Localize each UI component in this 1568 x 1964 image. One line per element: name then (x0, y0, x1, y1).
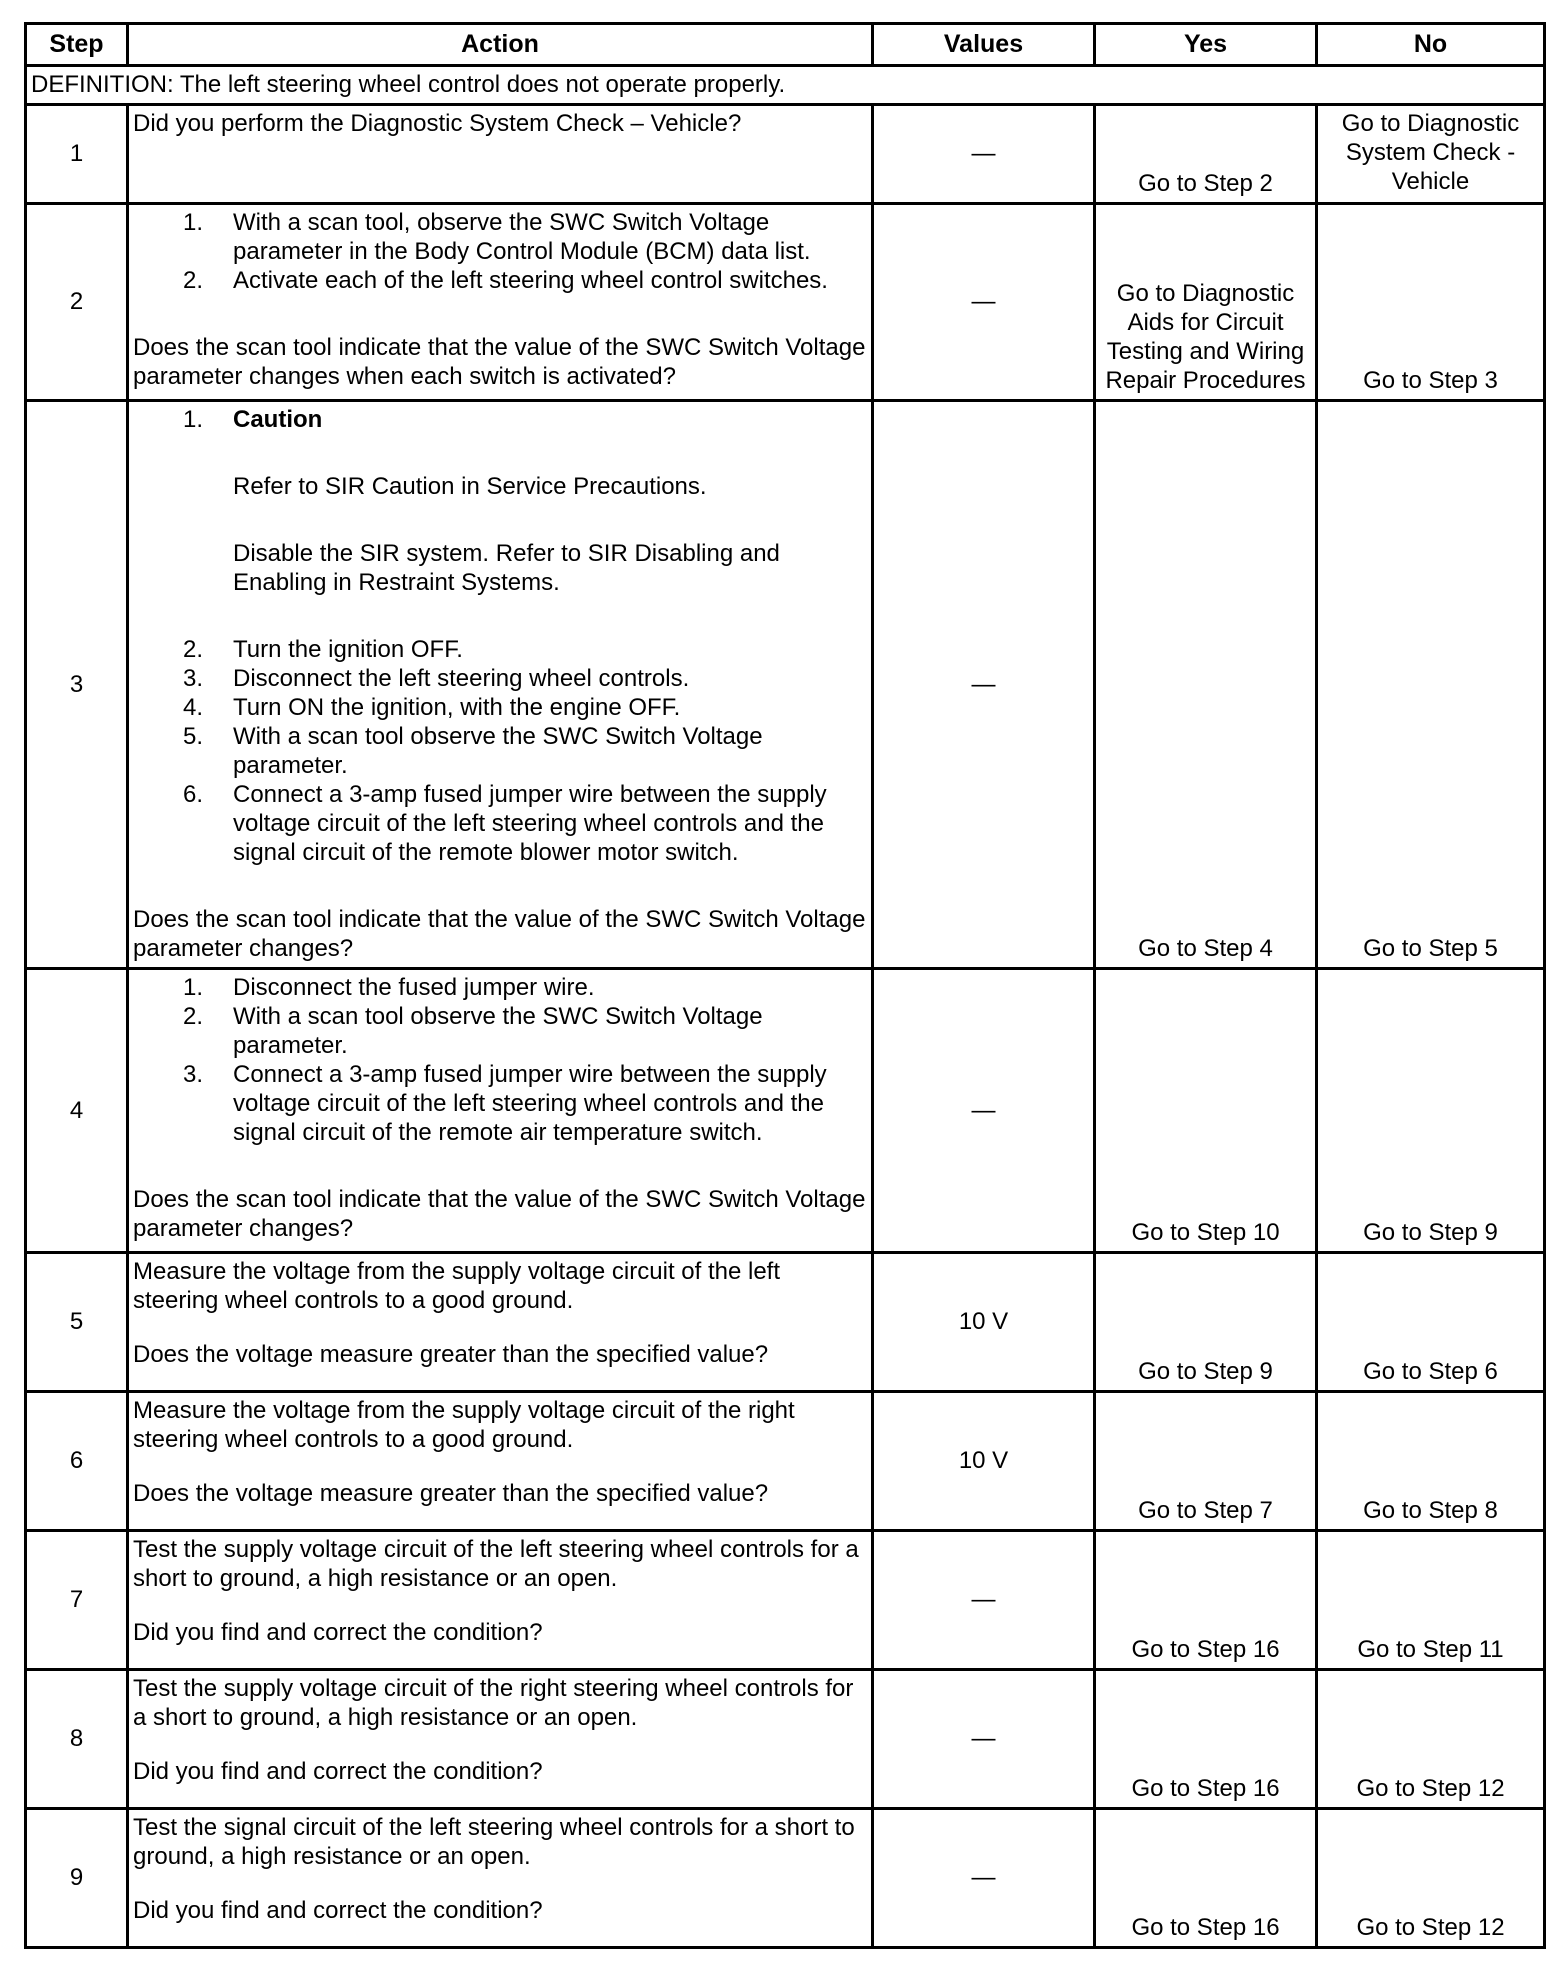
definition-row (26, 66, 1545, 105)
item-number: 3. (183, 665, 204, 692)
step-action (128, 204, 873, 401)
action-question: Does the voltage measure greater than the specified value? (133, 1480, 769, 1507)
item-text: Turn the ignition OFF. (233, 636, 463, 663)
action-text: Test the supply voltage circuit of the left steering wheel controls for a short to ground, a high resistance or an open. (133, 1536, 859, 1592)
action-question: Does the scan tool indicate that the value of the SWC Switch Voltage parameter changes when each switch is activated? (133, 334, 866, 390)
item-text: With a scan tool, observe the SWC Switch Voltage parameter in the Body Control Module (BCM) data list. (233, 209, 811, 265)
item-number: 2. (183, 1003, 204, 1030)
step-yes: Go to Diagnostic Aids for Circuit Testing and Wiring Repair Procedures (1095, 204, 1317, 401)
table-row (26, 204, 1545, 401)
list-item (133, 405, 866, 597)
step-action (128, 1670, 873, 1809)
action-text: Measure the voltage from the supply voltage circuit of the left steering wheel controls to a good ground. (133, 1258, 781, 1314)
item-number: 3. (183, 1061, 204, 1088)
action-list (133, 635, 866, 867)
step-no: Go to Step 12 (1317, 1670, 1545, 1809)
caution-title: Caution (233, 406, 323, 433)
item-text: With a scan tool observe the SWC Switch Voltage parameter. (233, 723, 763, 779)
step-action (128, 969, 873, 1253)
header-values: Values (873, 24, 1095, 66)
step-no: Go to Step 6 (1317, 1253, 1545, 1392)
list-item (133, 973, 866, 1002)
header-no: No (1317, 24, 1545, 66)
step-action (128, 105, 873, 204)
step-no: Go to Step 8 (1317, 1392, 1545, 1531)
table-row (26, 105, 1545, 204)
step-value: — (873, 401, 1095, 969)
step-action (128, 1253, 873, 1392)
step-yes: Go to Step 16 (1095, 1809, 1317, 1948)
item-text: Connect a 3-amp fused jumper wire between the supply voltage circuit of the left steering wheel controls and the signal circuit of the remote blower motor switch. (233, 781, 827, 866)
action-question: Does the voltage measure greater than the specified value? (133, 1341, 769, 1368)
step-action (128, 401, 873, 969)
step-yes: Go to Step 10 (1095, 969, 1317, 1253)
step-number: 8 (26, 1670, 128, 1809)
item-text: Activate each of the left steering wheel control switches. (233, 267, 828, 294)
item-number: 1. (183, 974, 204, 1001)
item-number: 4. (183, 694, 204, 721)
step-value: — (873, 1531, 1095, 1670)
step-value: 10 V (873, 1253, 1095, 1392)
list-item (133, 722, 866, 780)
item-text: With a scan tool observe the SWC Switch Voltage parameter. (233, 1003, 763, 1059)
item-number: 1. (183, 209, 204, 236)
step-no: Go to Step 5 (1317, 401, 1545, 969)
action-list (133, 208, 866, 295)
step-value: — (873, 1670, 1095, 1809)
action-text: Measure the voltage from the supply voltage circuit of the right steering wheel controls to a good ground. (133, 1397, 795, 1453)
table-row (26, 1809, 1545, 1948)
step-number: 9 (26, 1809, 128, 1948)
step-number: 7 (26, 1531, 128, 1670)
list-item (133, 208, 866, 266)
item-number: 2. (183, 636, 204, 663)
step-no: Go to Diagnostic System Check - Vehicle (1317, 105, 1545, 204)
action-question: Does the scan tool indicate that the value of the SWC Switch Voltage parameter changes? (133, 1186, 866, 1242)
step-action (128, 1531, 873, 1670)
caution-ref: Refer to SIR Caution in Service Precautions. (233, 473, 707, 500)
action-text: Did you perform the Diagnostic System Check – Vehicle? (133, 110, 742, 137)
step-no: Go to Step 12 (1317, 1809, 1545, 1948)
action-text: Test the signal circuit of the left steering wheel controls for a short to ground, a high resistance or an open. (133, 1814, 855, 1870)
step-number: 6 (26, 1392, 128, 1531)
step-value: — (873, 204, 1095, 401)
list-item (133, 693, 866, 722)
action-list (133, 973, 866, 1147)
table-row (26, 1670, 1545, 1809)
step-no: Go to Step 3 (1317, 204, 1545, 401)
step-number: 4 (26, 969, 128, 1253)
table-row (26, 1392, 1545, 1531)
list-item (133, 1060, 866, 1147)
step-yes: Go to Step 7 (1095, 1392, 1317, 1531)
step-action (128, 1392, 873, 1531)
definition-text: DEFINITION: The left steering wheel control does not operate properly. (26, 66, 1545, 105)
step-value: — (873, 105, 1095, 204)
caution-list (133, 405, 866, 597)
step-action (128, 1809, 873, 1948)
action-text: Test the supply voltage circuit of the right steering wheel controls for a short to ground, a high resistance or an open. (133, 1675, 854, 1731)
table-row (26, 401, 1545, 969)
table-row (26, 1531, 1545, 1670)
item-text: Connect a 3-amp fused jumper wire between the supply voltage circuit of the left steering wheel controls and the signal circuit of the remote air temperature switch. (233, 1061, 827, 1146)
list-item (133, 266, 866, 295)
diagnostic-table-container (24, 22, 1543, 1949)
step-number: 2 (26, 204, 128, 401)
step-yes: Go to Step 16 (1095, 1670, 1317, 1809)
item-text: Disconnect the fused jumper wire. (233, 974, 595, 1001)
action-question: Did you find and correct the condition? (133, 1758, 543, 1785)
step-yes: Go to Step 9 (1095, 1253, 1317, 1392)
step-number: 1 (26, 105, 128, 204)
step-no: Go to Step 9 (1317, 969, 1545, 1253)
action-question: Does the scan tool indicate that the value of the SWC Switch Voltage parameter changes? (133, 906, 866, 962)
item-number: 6. (183, 781, 204, 808)
caution-disable: Disable the SIR system. Refer to SIR Disabling and Enabling in Restraint Systems. (233, 540, 780, 596)
item-text: Turn ON the ignition, with the engine OFF. (233, 694, 681, 721)
header-step: Step (26, 24, 128, 66)
step-yes: Go to Step 2 (1095, 105, 1317, 204)
step-value: — (873, 969, 1095, 1253)
item-text: Disconnect the left steering wheel controls. (233, 665, 690, 692)
item-number: 5. (183, 723, 204, 750)
step-number: 5 (26, 1253, 128, 1392)
step-yes: Go to Step 16 (1095, 1531, 1317, 1670)
step-no: Go to Step 11 (1317, 1531, 1545, 1670)
table-row (26, 969, 1545, 1253)
step-value: 10 V (873, 1392, 1095, 1531)
item-number: 1. (183, 406, 204, 433)
list-item (133, 635, 866, 664)
diagnostic-table (24, 22, 1546, 1949)
step-yes: Go to Step 4 (1095, 401, 1317, 969)
list-item (133, 780, 866, 867)
step-value: — (873, 1809, 1095, 1948)
list-item (133, 664, 866, 693)
list-item (133, 1002, 866, 1060)
action-question: Did you find and correct the condition? (133, 1619, 543, 1646)
item-number: 2. (183, 267, 204, 294)
table-row (26, 1253, 1545, 1392)
header-row (26, 24, 1545, 66)
header-yes: Yes (1095, 24, 1317, 66)
step-number: 3 (26, 401, 128, 969)
action-question: Did you find and correct the condition? (133, 1897, 543, 1924)
header-action: Action (128, 24, 873, 66)
